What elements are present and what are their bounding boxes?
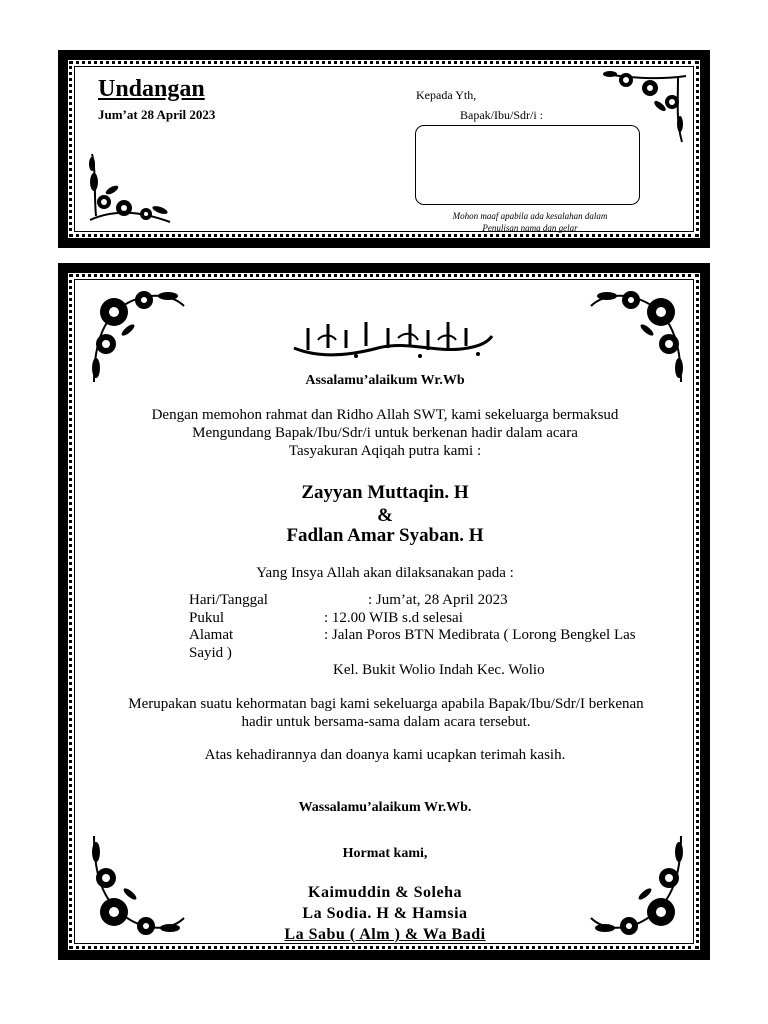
floral-corner-ornament-icon [82,150,177,228]
day-value: : Jum’at, 28 April 2023 [368,592,508,608]
floral-corner-ornament-icon [586,282,691,387]
apology-note-line2: Penulisan nama dan gelar [482,223,578,233]
to-label: Kepada Yth, [416,88,477,102]
honor-paragraph [76,695,696,731]
intro-line-2: Mengundang Bapak/Ibu/Sdr/i untuk berkenan hadir dalam acara [192,425,578,441]
signatory-3: La Sabu ( Alm ) & Wa Badi [284,926,486,943]
apology-note [410,210,650,234]
envelope-date: Jum’at 28 April 2023 [98,107,216,122]
child-name-1: Zayyan Muttaqin. H [301,482,469,503]
address-value: : Jalan Poros BTN Medibrata ( Lorong Bengkel Las [324,627,636,643]
ampersand: & [377,505,393,526]
intro-line-1: Dengan memohon rahmat dan Ridho Allah SWT, kami sekeluarga bermaksud [151,407,619,423]
address-line-2: Kel. Bukit Wolio Indah Kec. Wolio [333,662,545,678]
honor-line-2: hadir untuk bersama-sama dalam acara tersebut. [241,714,531,730]
intro-paragraph [70,406,700,460]
signatory-1: Kaimuddin & Soleha [308,884,462,901]
honor-line-1: Merupakan suatu kehormatan bagi kami sekeluarga apabila Bapak/Ibu/Sdr/I berkenan [128,696,644,712]
closing-greeting: Wassalamu’alaikum Wr.Wb. [298,800,472,815]
recipient-label: Bapak/Ibu/Sdr/i : [460,108,543,122]
floral-corner-ornament-icon [598,66,693,146]
time-value: : 12.00 WIB s.d selesai [324,610,463,626]
opening-greeting: Assalamu’alaikum Wr.Wb [305,373,465,388]
regards-line: Hormat kami, [342,846,428,861]
thanks-line: Atas kehadirannya dan doanya kami ucapkan terimah kasih. [204,747,566,763]
intro-line-3: Tasyakuran Aqiqah putra kami : [288,443,482,459]
signatory-2: La Sodia. H & Hamsia [302,905,468,922]
time-label: Pukul [189,610,225,626]
address-wrap: Sayid ) [189,645,232,661]
child-name-2: Fadlan Amar Syaban. H [286,525,484,546]
day-label: Hari/Tanggal [189,592,268,608]
apology-note-line1: Mohon maaf apabila ada kesalahan dalam [452,211,608,221]
schedule-intro: Yang Insya Allah akan dilaksanakan pada : [256,565,514,581]
address-label: Alamat [189,627,234,643]
basmala-calligraphy-icon [288,318,498,363]
envelope-title: Undangan [98,76,205,102]
floral-corner-ornament-icon [84,282,189,387]
